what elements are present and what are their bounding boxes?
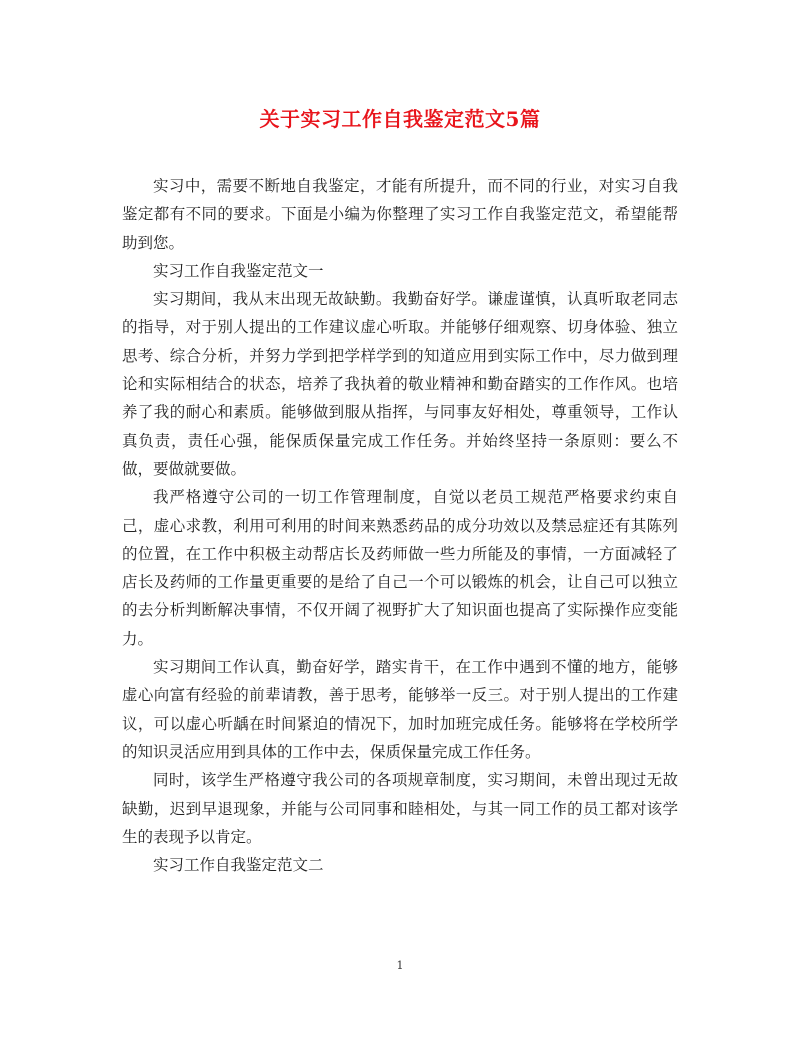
body-paragraph-3: 实习期间工作认真，勤奋好学，踏实肯干，在工作中遇到不懂的地方，能够虚心向富有经验的前辈请教，善于思考，能够举一反三。对于别人提出的工作建议，可以虚心听龋在时间紧迫的情况下，加时加班完成任务。能够将在学校所学的知识灵活应用到具体的工作中去，保质保量完成工作任务。 bbox=[122, 658, 678, 761]
section-heading-1: 实习工作自我鉴定范文一 bbox=[153, 261, 324, 280]
document-body bbox=[122, 172, 678, 879]
body-paragraph-2: 我严格遵守公司的一切工作管理制度，自觉以老员工规范严格要求约束自己，虚心求教，利用可利用的时间来熟悉药品的成分功效以及禁忌症还有其陈列的位置，在工作中积极主动帮店长及药师做一些力所能及的事情，一方面减轻了店长及药师的工作量更重要的是给了自己一个可以锻炼的机会，让自己可以独立的去分析判断解决事情，不仅开阔了视野扩大了知识面也提高了实际操作应变能力。 bbox=[122, 488, 678, 648]
page-number: 1 bbox=[396, 959, 404, 972]
section-heading-2: 实习工作自我鉴定范文二 bbox=[153, 856, 324, 875]
document-title: 关于实习工作自我鉴定范文5篇 bbox=[259, 107, 541, 131]
intro-paragraph: 实习中，需要不断地自我鉴定，才能有所提升，而不同的行业，对实习自我鉴定都有不同的要求。下面是小编为你整理了实习工作自我鉴定范文，希望能帮助到您。 bbox=[122, 177, 678, 252]
body-paragraph-4: 同时，该学生严格遵守我公司的各项规章制度，实习期间，未曾出现过无故缺勤，迟到早退现象，并能与公司同事和睦相处，与其一同工作的员工都对该学生的表现予以肯定。 bbox=[122, 771, 678, 846]
body-paragraph-1: 实习期间，我从末出现无故缺勤。我勤奋好学。谦虚谨慎，认真听取老同志的指导，对于别人提出的工作建议虚心听取。并能够仔细观察、切身体验、独立思考、综合分析，并努力学到把学样学到的知道应用到实际工作中，尽力做到理论和实际相结合的状态，培养了我执着的敬业精神和勤奋踏实的工作作风。也培养了我的耐心和素质。能够做到服从指挥，与同事友好相处，尊重领导，工作认真负责，责任心强，能保质保量完成工作任务。并始终坚持一条原则：要么不做，要做就要做。 bbox=[122, 290, 678, 478]
